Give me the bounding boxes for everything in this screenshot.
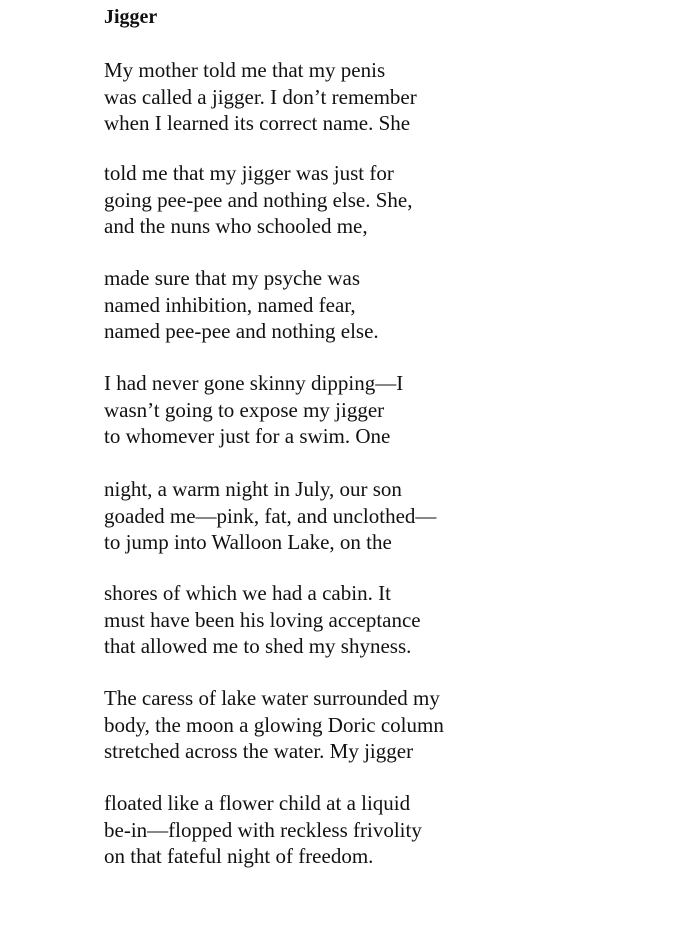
stanza-7 bbox=[104, 685, 444, 765]
poem-line: made sure that my psyche was bbox=[104, 266, 361, 290]
poem-line: body, the moon a glowing Doric column bbox=[104, 712, 444, 737]
poem-line: I had never gone skinny dipping—I bbox=[104, 371, 404, 395]
poem-line: to whomever just for a swim. One bbox=[104, 424, 391, 448]
poem-line: wasn’t going to expose my jigger bbox=[104, 397, 385, 422]
stanza-2 bbox=[104, 160, 413, 240]
poem-line: when I learned its correct name. She bbox=[104, 111, 411, 135]
stanza-6 bbox=[104, 580, 421, 660]
poem-line: was called a jigger. I don’t remember bbox=[104, 84, 417, 109]
poem-line: named pee-pee and nothing else. bbox=[104, 319, 379, 343]
stanza-8 bbox=[104, 790, 422, 870]
poem-line: My mother told me that my penis bbox=[104, 58, 386, 82]
poem-title: Jigger bbox=[104, 6, 158, 28]
poem-line: going pee-pee and nothing else. She, bbox=[104, 187, 413, 212]
poem-line: must have been his loving acceptance bbox=[104, 607, 421, 632]
poem-line: stretched across the water. My jigger bbox=[104, 739, 414, 763]
poem-line: floated like a flower child at a liquid bbox=[104, 791, 411, 815]
stanza-5 bbox=[104, 476, 436, 556]
poem-line: to jump into Walloon Lake, on the bbox=[104, 530, 392, 554]
poem-line: shores of which we had a cabin. It bbox=[104, 581, 391, 605]
poem-line: and the nuns who schooled me, bbox=[104, 214, 368, 238]
poem-line: that allowed me to shed my shyness. bbox=[104, 634, 412, 658]
stanza-4 bbox=[104, 370, 403, 450]
stanza-3 bbox=[104, 265, 379, 345]
stanza-1 bbox=[104, 57, 417, 137]
poem-line: told me that my jigger was just for bbox=[104, 161, 394, 185]
poem-line: goaded me—pink, fat, and unclothed— bbox=[104, 503, 437, 528]
poem-line: The caress of lake water surrounded my bbox=[104, 686, 440, 710]
poem-line: be-in—flopped with reckless frivolity bbox=[104, 817, 422, 842]
poem-line: night, a warm night in July, our son bbox=[104, 477, 402, 501]
poem-line: named inhibition, named fear, bbox=[104, 292, 356, 317]
poem-line: on that fateful night of freedom. bbox=[104, 844, 374, 868]
